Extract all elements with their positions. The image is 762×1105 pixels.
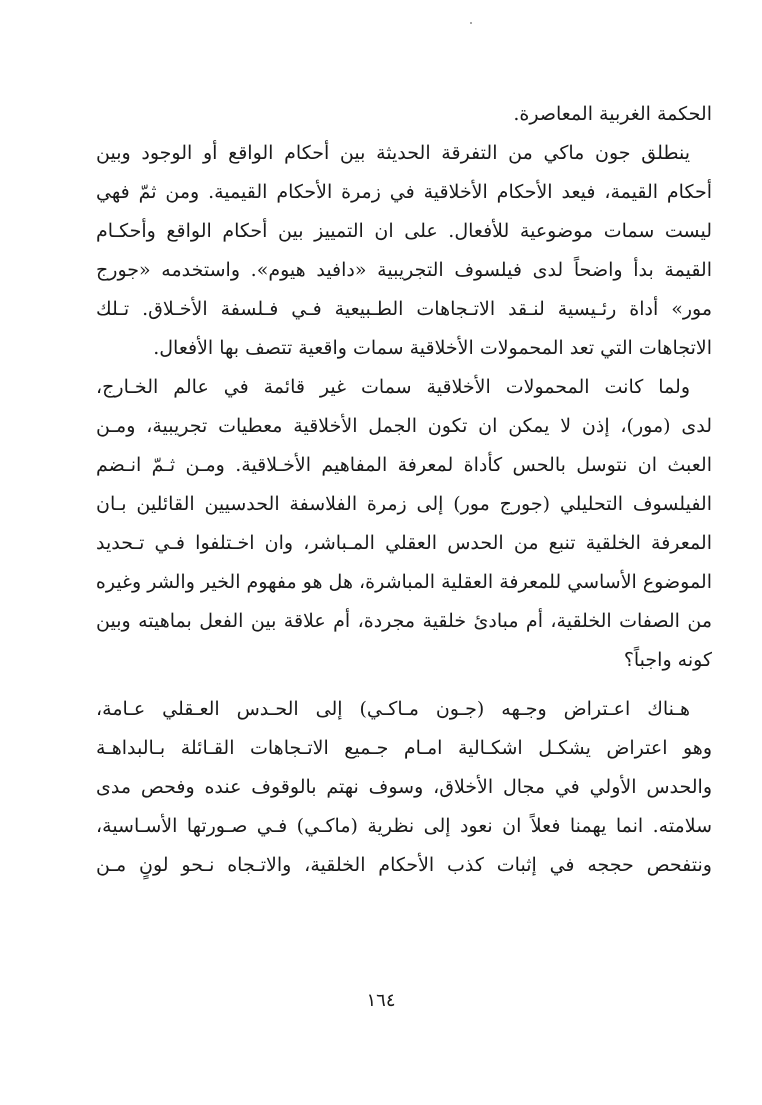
text-line: والحدس الأولي في مجال الأخلاق، وسوف نهتم بالوقوف عنده وفحص مدى [96,776,712,798]
text-line: الاتجاهات التي تعد المحمولات الأخلاقية سمات واقعية تتصف بها الأفعال. [153,337,712,359]
text-line: المعرفة الخلقية تنبع من الحدس العقلي المـباشر، وان اخـتلفوا فـي تـحديد [96,532,712,554]
text-line: الموضوع الأساسي للمعرفة العقلية المباشرة، هل هو مفهوم الخير والشر وغيره [96,571,712,593]
text-line: ليست سمات موضوعية للأفعال. على ان التمييز بين أحكام الواقع وأحكـام [96,220,712,242]
page-number: ١٦٤ [366,990,396,1011]
text-line: القيمة بدأ واضحاً لدى فيلسوف التجريبية «دافيد هيوم». واستخدمه «جورج [96,259,712,281]
text-line: كونه واجباً؟ [623,649,712,671]
text-line: الفيلسوف التحليلي (جورج مور) إلى زمرة الفلاسفة الحدسيين القائلين بـان [96,493,712,515]
scan-speck [470,22,472,24]
text-line: سلامته. انما يهمنا فعلاً ان نعود إلى نظرية (ماكـي) فـي صـورتها الأسـاسية، [96,815,712,837]
text-line: من الصفات الخلقية، أم مبادئ خلقية مجردة، أم علاقة بين الفعل بماهيته وبين [96,610,712,632]
text-line: لدى (مور)، إذن لا يمكن ان تكون الجمل الأخلاقية معطيات تجريبية، ومـن [96,415,712,437]
text-line: الحكمة الغربية المعاصرة. [513,103,712,125]
text-line: وهو اعتراض يشكـل اشكـالية امـام جـميع الاتـجاهات القـائلة بـالبداهـة [96,737,712,759]
text-line: العبث ان نتوسل بالحس كأداة لمعرفة المفاهيم الأخـلاقية. ومـن ثـمّ انـضم [96,454,712,476]
text-line: ينطلق جون ماكي من التفرقة الحديثة بين أحكام الواقع أو الوجود وبين [96,142,690,164]
text-line: ولما كانت المحمولات الأخلاقية سمات غير قائمة في عالم الخـارج، [96,376,690,398]
text-line: ونتفحص حججه في إثبات كذب الأحكام الخلقية، والاتـجاه نـحو لونٍ مـن [96,854,712,876]
paragraph-gap [96,680,712,690]
text-line: هـناك اعـتراض وجـهه (جـون مـاكـي) إلى الحـدس العـقلي عـامة، [96,698,690,720]
text-line: مور» أداة رئـيسية لنـقد الاتـجاهات الطـبيعية فـي فـلسفة الأخـلاق. تـلك [96,298,712,320]
text-line: أحكام القيمة، فيعد الأحكام الأخلاقية في زمرة الأحكام القيمية. ومن ثمّ فهي [96,181,712,203]
body-text [96,95,712,885]
